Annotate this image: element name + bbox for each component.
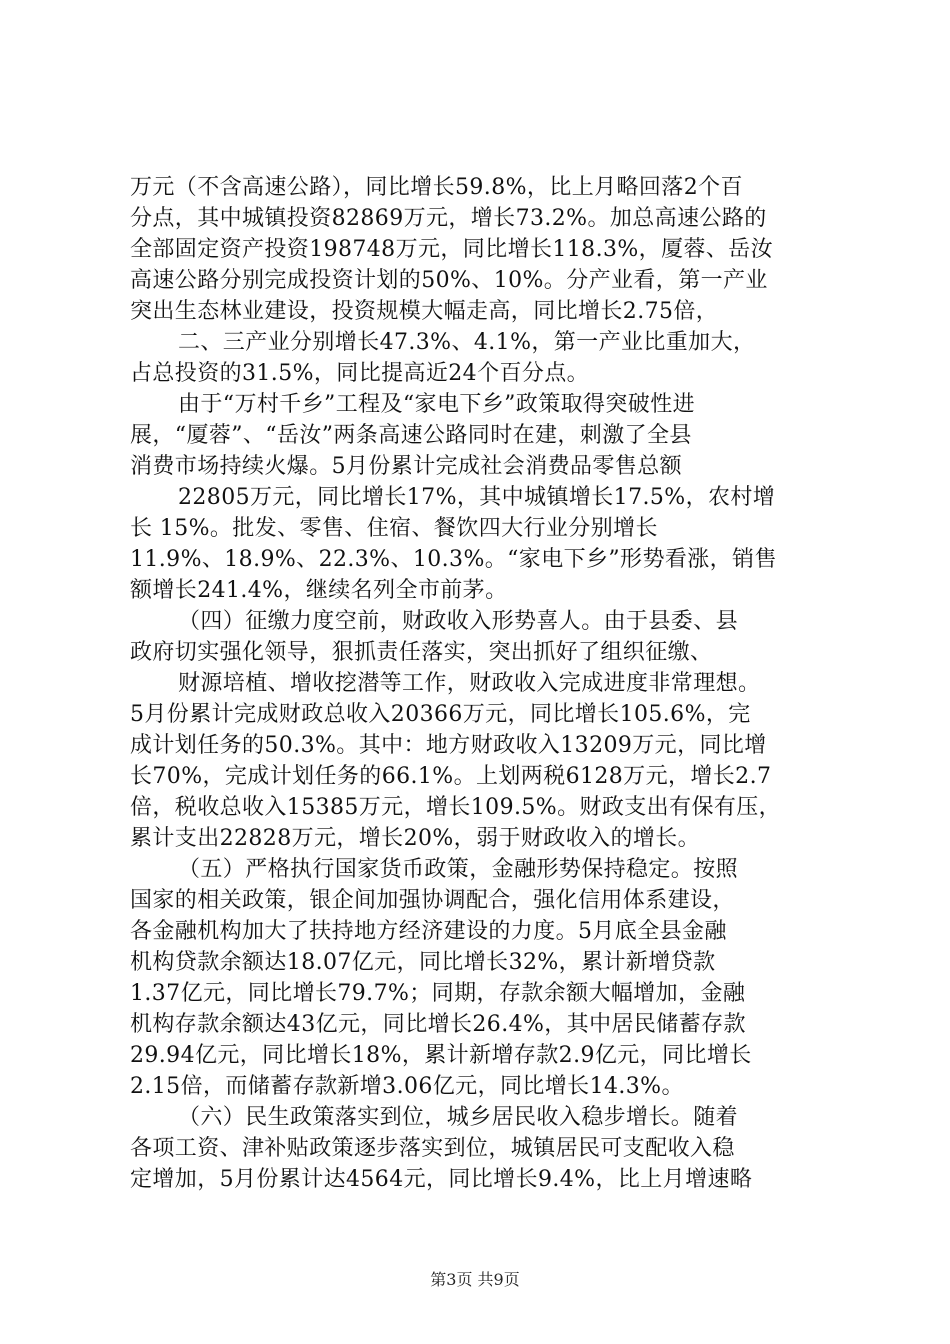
text-line: 累计支出22828万元，增长20%，弱于财政收入的增长。 (130, 826, 701, 851)
text-line: 政府切实强化领导，狠抓责任落实，突出抓好了组织征缴、 (130, 640, 713, 665)
text-line: 1.37亿元，同比增长79.7%；同期，存款余额大幅增加，金融 (130, 981, 746, 1006)
text-line: 二、三产业分别增长47.3%、4.1%，第一产业比重加大， (178, 330, 756, 355)
text-line: 万元（不含高速公路），同比增长59.8%，比上月略回落2个百 (130, 175, 743, 200)
text-line: 29.94亿元，同比增长18%，累计新增存款2.9亿元，同比增长 (130, 1043, 752, 1068)
text-line: 2.15倍，而储蓄存款新增3.06亿元，同比增长14.3%。 (130, 1074, 684, 1099)
text-line: 倍，税收总收入15385万元，增长109.5%。财政支出有保有压， (130, 795, 782, 820)
text-line: 各项工资、津补贴政策逐步落实到位，城镇居民可支配收入稳 (130, 1136, 735, 1161)
text-line: 占总投资的31.5%，同比提高近24个百分点。 (130, 361, 590, 386)
text-line: （四）征缴力度空前，财政收入形势喜人。由于县委、县 (178, 609, 739, 634)
text-line: 财源培植、增收挖潜等工作，财政收入完成进度非常理想。 (178, 671, 761, 696)
text-line: 高速公路分别完成投资计划的50%、10%。分产业看，第一产业 (130, 268, 768, 293)
text-line: 分点，其中城镇投资82869万元，增长73.2%。加总高速公路的 (130, 206, 767, 231)
text-line: 长70%，完成计划任务的66.1%。上划两税6128万元，增长2.7 (130, 764, 772, 789)
text-line: （五）严格执行国家货币政策，金融形势保持稳定。按照 (178, 857, 739, 882)
text-line: 22805万元，同比增长17%，其中城镇增长17.5%，农村增 (178, 485, 776, 510)
text-line: 消费市场持续火爆。5月份累计完成社会消费品零售总额 (130, 454, 682, 479)
page-footer: 第3页 共9页 (430, 1270, 520, 1289)
text-line: 5月份累计完成财政总收入20366万元，同比增长105.6%，完 (130, 702, 751, 727)
text-line: 国家的相关政策，银企间加强协调配合，强化信用体系建设， (130, 888, 735, 913)
document-body (130, 172, 835, 1195)
text-line: 11.9%、18.9%、22.3%、10.3%。“家电下乡”形势看涨，销售 (130, 547, 777, 572)
text-line: 定增加，5月份累计达4564元，同比增长9.4%，比上月增速略 (130, 1167, 753, 1192)
text-line: 各金融机构加大了扶持地方经济建设的力度。5月底全县金融 (130, 919, 727, 944)
text-line: 机构贷款余额达18.07亿元，同比增长32%，累计新增贷款 (130, 950, 716, 975)
text-line: 突出生态林业建设，投资规模大幅走高，同比增长2.75倍， (130, 299, 719, 324)
text-line: 由于“万村千乡”工程及“家电下乡”政策取得突破性进 (178, 392, 695, 417)
text-line: 机构存款余额达43亿元，同比增长26.4%，其中居民储蓄存款 (130, 1012, 746, 1037)
text-line: 全部固定资产投资198748万元，同比增长118.3%，厦蓉、岳汝 (130, 237, 774, 262)
text-line: 展，“厦蓉”、“岳汝”两条高速公路同时在建，刺激了全县 (130, 423, 692, 448)
text-line: 长 15%。批发、零售、住宿、餐饮四大行业分别增长 (130, 516, 658, 541)
text-line: （六）民生政策落实到位，城乡居民收入稳步增长。随着 (178, 1105, 739, 1130)
text-line: 额增长241.4%，继续名列全市前茅。 (130, 578, 508, 603)
text-line: 成计划任务的50.3%。其中：地方财政收入13209万元，同比增 (130, 733, 767, 758)
